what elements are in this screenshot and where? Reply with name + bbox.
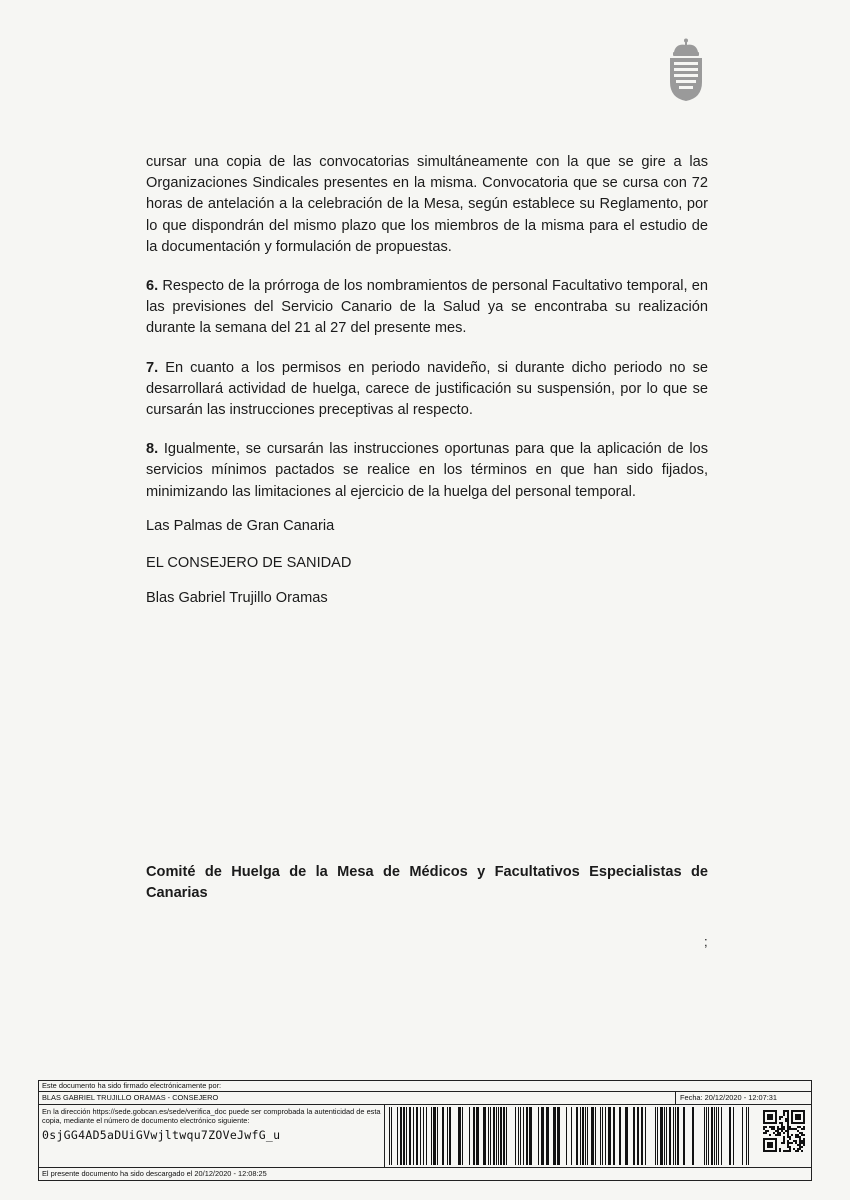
barcode-icon bbox=[389, 1107, 757, 1165]
paragraph-number: 6. bbox=[146, 278, 159, 295]
signer-name: BLAS GABRIEL TRUJILLO ORAMAS - CONSEJERO bbox=[42, 1093, 219, 1102]
download-note: El presente documento ha sido descargado el 20/12/2020 - 12:08:25 bbox=[42, 1169, 267, 1178]
paragraph-8: 8. Igualmente, se cursarán las instrucciones oportunas para que la aplicación de los servicios mínimos pactados se realice en los términos en que han sido fijados, minimizando las limitaciones al ejercicio de la huelga del personal temporal. bbox=[146, 441, 708, 500]
verification-text: En la dirección https://sede.gobcan.es/sede/verifica_doc puede ser comprobada la autenticidad de esta copia, mediante el número de documento electrónico siguiente: bbox=[42, 1107, 381, 1125]
electronic-signature-footer bbox=[38, 1080, 812, 1181]
qr-code-icon bbox=[763, 1110, 805, 1152]
coat-of-arms-icon bbox=[664, 38, 708, 102]
signature-name: Blas Gabriel Trujillo Oramas bbox=[146, 590, 328, 606]
footer-divider bbox=[39, 1167, 811, 1168]
signature-position: EL CONSEJERO DE SANIDAD bbox=[146, 555, 352, 571]
verification-block bbox=[39, 1105, 385, 1167]
stray-mark: ; bbox=[704, 934, 708, 949]
paragraph-number: 7. bbox=[146, 359, 159, 376]
paragraph-continuation: cursar una copia de las convocatorias simultáneamente con la que se gire a las Organizaciones Sindicales presentes en la misma. Convocatoria que se cursa con 72 horas de antelación a la celebración de la Mesa, según establece su Reglamento, por lo que dispondrán del mismo plazo que los miembros de la misma para el estudio de la documentación y formulación de propuestas. bbox=[146, 154, 708, 255]
signature-place: Las Palmas de Gran Canaria bbox=[146, 518, 335, 534]
document-code[interactable]: 0sjGG4AD5aDUiGVwjltwqu7ZOVeJwfG_u bbox=[42, 1128, 281, 1143]
paragraph-number: 8. bbox=[146, 441, 159, 458]
signer-row bbox=[39, 1092, 811, 1105]
addressee: Comité de Huelga de la Mesa de Médicos y Facultativos Especialistas de Canarias bbox=[146, 864, 708, 901]
paragraph-7: 7. En cuanto a los permisos en periodo navideño, si durante dicho periodo no se desarrollará actividad de huelga, carece de justificación su suspensión, por lo que se cursarán las instrucciones preceptivas al respecto. bbox=[146, 359, 709, 419]
signature-date: Fecha: 20/12/2020 - 12:07:31 bbox=[675, 1092, 811, 1104]
paragraph-6: 6. Respecto de la prórroga de los nombramientos de personal Facultativo temporal, en las previsiones del Servicio Canario de la Salud ya se encontraba su realización durante la semana del 21 al 27 del presente mes. bbox=[146, 278, 708, 337]
signed-label: Este documento ha sido firmado electrónicamente por: bbox=[39, 1081, 811, 1092]
document-body bbox=[146, 152, 708, 521]
